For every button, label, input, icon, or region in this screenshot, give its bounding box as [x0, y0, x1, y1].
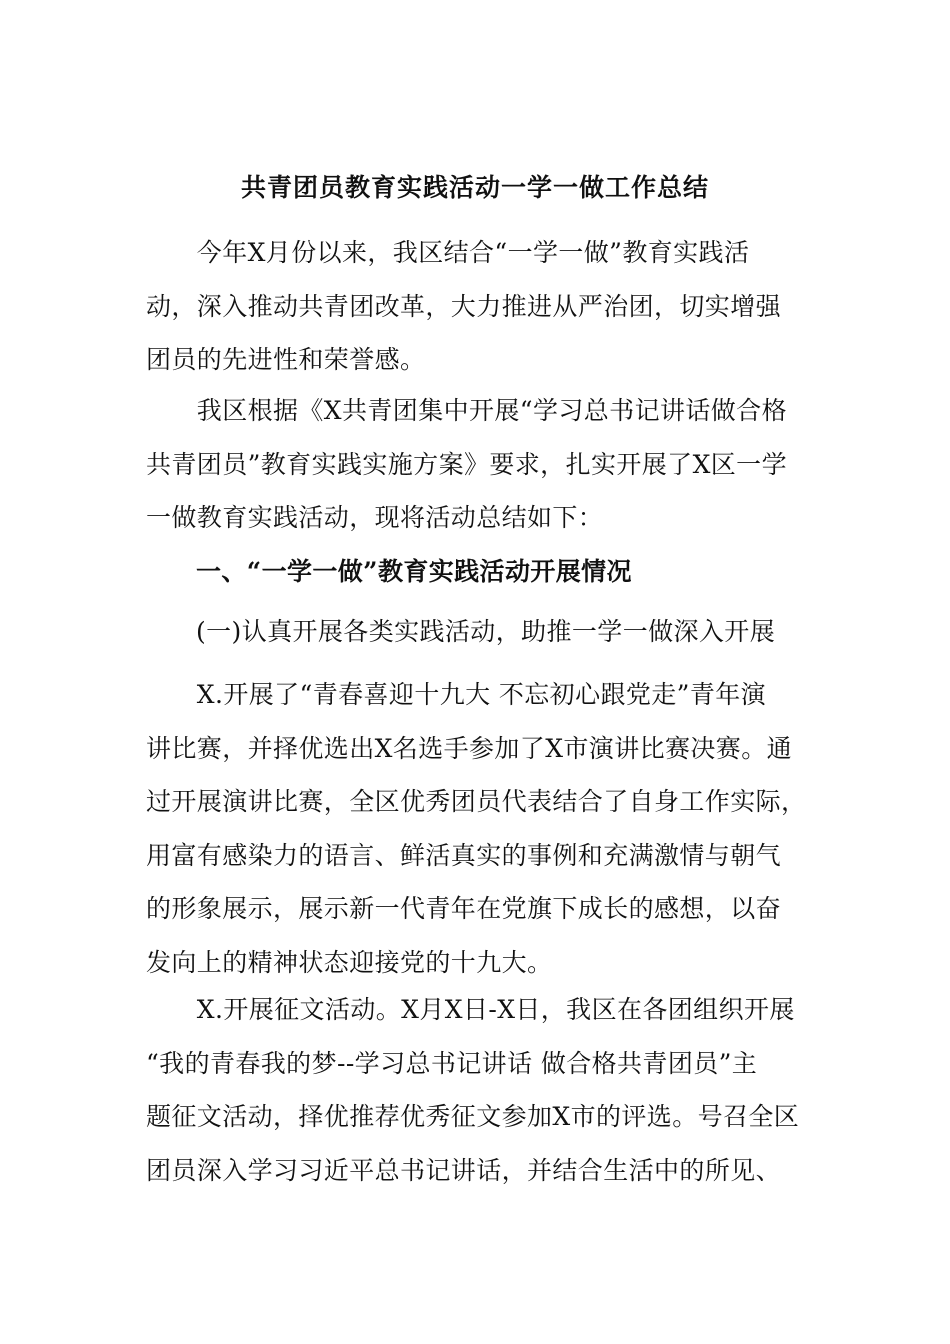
paragraph-basis — [146, 384, 810, 545]
document-title: 共青团员教育实践活动一学一做工作总结 — [240, 173, 709, 202]
paragraph-line: 团员深入学习习近平总书记讲话，并结合生活中的所见、 — [146, 1155, 782, 1185]
paragraph-line: 的形象展示，展示新一代青年在党旗下成长的感想，以奋 — [146, 894, 782, 923]
paragraph-line: “我的青春我的梦--学习总书记讲话 做合格共青团员”主 — [146, 1048, 758, 1078]
paragraph-line: 今年X月份以来，我区结合“一学一做”教育实践活 — [146, 238, 750, 267]
paragraph-line: 团员的先进性和荣誉感。 — [146, 345, 426, 374]
paragraph-line: 动，深入推动共青团改革，大力推进从严治团，切实增强 — [146, 291, 782, 321]
paragraph-line: 题征文活动，择优推荐优秀征文参加X市的评选。号召全区 — [146, 1102, 800, 1131]
section-heading-1: 一、“一学一做”教育实践活动开展情况 — [196, 557, 632, 586]
paragraph-line: X.开展了“青春喜迎十九大 不忘初心跟党走”青年演 — [146, 680, 767, 709]
paragraph-essay-contest — [146, 983, 810, 1197]
subsection-heading-1: (一)认真开展各类实践活动，助推一学一做深入开展 — [196, 617, 776, 646]
paragraph-line: 一做教育实践活动，现将活动总结如下： — [146, 503, 604, 532]
paragraph-line: X.开展征文活动。X月X日-X日，我区在各团组织开展 — [146, 995, 795, 1024]
paragraph-intro — [146, 226, 810, 387]
paragraph-line: 共青团员”教育实践实施方案》要求，扎实开展了X区一学 — [146, 449, 787, 479]
paragraph-line: 用富有感染力的语言、鲜活真实的事例和充满激情与朝气 — [146, 840, 782, 870]
paragraph-line: 讲比赛，并择优选出X名选手参加了X市演讲比赛决赛。通 — [146, 733, 792, 763]
paragraph-line: 发向上的精神状态迎接党的十九大。 — [146, 947, 553, 977]
paragraph-line: 过开展演讲比赛，全区优秀团员代表结合了自身工作实际， — [146, 787, 807, 816]
paragraph-speech-contest — [146, 668, 810, 989]
paragraph-line: 我区根据《X共青团集中开展“学习总书记讲话做合格 — [146, 396, 787, 425]
